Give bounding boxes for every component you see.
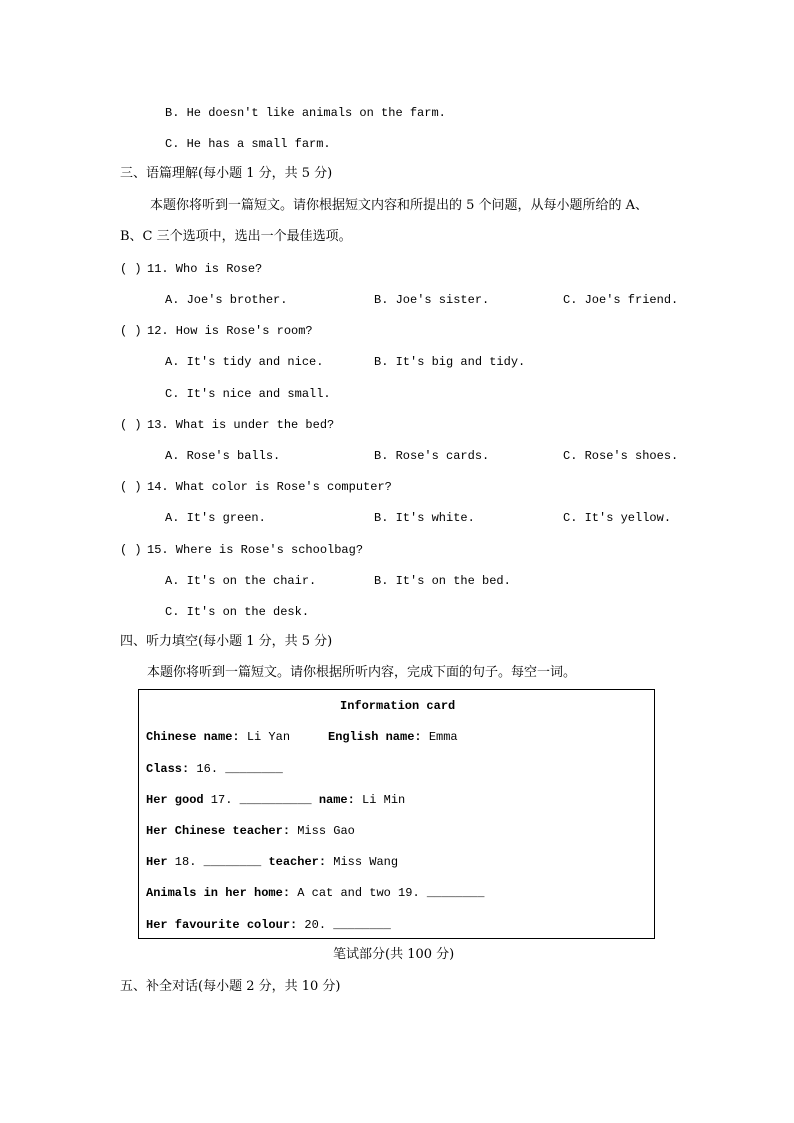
q14-option-a: A. It's green. bbox=[165, 511, 266, 525]
section3-instruction-line1: 本题你将听到一篇短文。请你根据短文内容和所提出的 5 个问题，从每小题所给的 A、 bbox=[150, 198, 649, 213]
q13-option-a: A. Rose's balls. bbox=[165, 449, 281, 463]
answer-bracket[interactable]: ( ) bbox=[120, 480, 142, 494]
q12-option-c: C. It's nice and small. bbox=[165, 387, 331, 401]
question-12: 12. How is Rose's room? bbox=[147, 324, 313, 338]
card-title: Information card bbox=[340, 699, 456, 713]
teacher-label: teacher: bbox=[268, 855, 327, 869]
q12-option-a: A. It's tidy and nice. bbox=[165, 355, 324, 369]
q15-option-c: C. It's on the desk. bbox=[165, 605, 310, 619]
q11-option-a: A. Joe's brother. bbox=[165, 293, 288, 307]
chinese-name-label: Chinese name: bbox=[146, 730, 240, 744]
class-label: Class: bbox=[146, 762, 190, 776]
friend-name-value: Li Min bbox=[354, 793, 406, 807]
question-11: 11. Who is Rose? bbox=[147, 262, 263, 276]
animals-label: Animals in her home: bbox=[146, 886, 291, 900]
card-row-class bbox=[146, 762, 283, 776]
blank-16[interactable]: 16. ________ bbox=[189, 762, 283, 776]
q13-option-c: C. Rose's shoes. bbox=[563, 449, 679, 463]
english-name-label: English name: bbox=[328, 730, 422, 744]
card-row-good-friend bbox=[146, 793, 405, 807]
friend-name-label: name: bbox=[318, 793, 355, 807]
question-14: 14. What color is Rose's computer? bbox=[147, 480, 392, 494]
card-row-english-name bbox=[328, 730, 458, 744]
chinese-name-value: Li Yan bbox=[239, 730, 291, 744]
card-row-animals bbox=[146, 886, 484, 900]
section3-instruction-line2: B、C 三个选项中，选出一个最佳选项。 bbox=[120, 229, 352, 244]
q11-option-b: B. Joe's sister. bbox=[374, 293, 490, 307]
option-c-prev: C. He has a small farm. bbox=[165, 137, 331, 151]
section4-instruction: 本题你将听到一篇短文。请你根据所听内容，完成下面的句子。每空一词。 bbox=[147, 665, 577, 680]
favourite-colour-label: Her favourite colour: bbox=[146, 918, 298, 932]
english-name-value: Emma bbox=[421, 730, 458, 744]
answer-bracket[interactable]: ( ) bbox=[120, 418, 142, 432]
q15-option-a: A. It's on the chair. bbox=[165, 574, 317, 588]
q13-option-b: B. Rose's cards. bbox=[374, 449, 490, 463]
blank-17[interactable]: 17. __________ bbox=[203, 793, 319, 807]
question-15: 15. Where is Rose's schoolbag? bbox=[147, 543, 364, 557]
card-row-chinese-teacher bbox=[146, 824, 355, 838]
blank-20[interactable]: 20. ________ bbox=[297, 918, 391, 932]
chinese-teacher-label: Her Chinese teacher: bbox=[146, 824, 291, 838]
card-row-teacher-18 bbox=[146, 855, 398, 869]
card-row-names bbox=[146, 730, 290, 744]
her-good-label: Her good bbox=[146, 793, 204, 807]
written-part-title: 笔试部分(共 100 分) bbox=[333, 947, 455, 962]
chinese-teacher-value: Miss Gao bbox=[290, 824, 355, 838]
blank-18[interactable]: 18. ________ bbox=[167, 855, 269, 869]
q11-option-c: C. Joe's friend. bbox=[563, 293, 679, 307]
question-13: 13. What is under the bed? bbox=[147, 418, 335, 432]
answer-bracket[interactable]: ( ) bbox=[120, 543, 142, 557]
section4-heading: 四、听力填空(每小题 1 分，共 5 分) bbox=[120, 634, 333, 649]
option-b-prev: B. He doesn't like animals on the farm. bbox=[165, 106, 446, 120]
blank-19[interactable]: A cat and two 19. ________ bbox=[290, 886, 485, 900]
teacher-value: Miss Wang bbox=[326, 855, 399, 869]
answer-bracket[interactable]: ( ) bbox=[120, 262, 142, 276]
information-card bbox=[138, 689, 655, 939]
q15-option-b: B. It's on the bed. bbox=[374, 574, 511, 588]
card-row-colour bbox=[146, 918, 391, 932]
q14-option-b: B. It's white. bbox=[374, 511, 475, 525]
answer-bracket[interactable]: ( ) bbox=[120, 324, 142, 338]
q14-option-c: C. It's yellow. bbox=[563, 511, 672, 525]
section3-heading: 三、语篇理解(每小题 1 分，共 5 分) bbox=[120, 166, 333, 181]
her-label: Her bbox=[146, 855, 168, 869]
section5-heading: 五、补全对话(每小题 2 分，共 10 分) bbox=[120, 979, 341, 994]
q12-option-b: B. It's big and tidy. bbox=[374, 355, 526, 369]
